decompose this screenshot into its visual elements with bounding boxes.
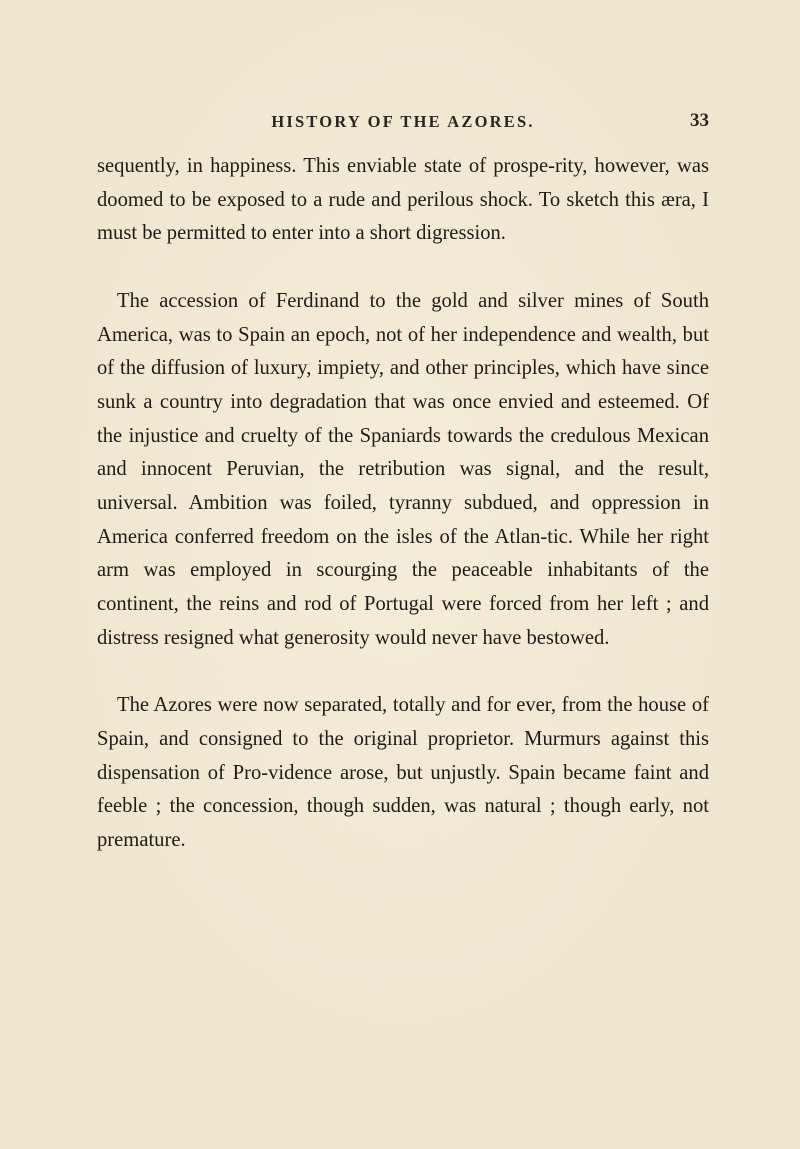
page-number: 33	[690, 110, 709, 131]
paragraph-2: The accession of Ferdinand to the gold and silver mines of South America, was to Spain an epoch, not of her independence and wealth, but of the diffusion of luxury, impiety, and other principles, which have since sunk a country into degradation that was once envied and esteemed. Of the injustice and cruelty of the Spaniards towards the credulous Mexican and innocent Peruvian, the retribution was signal, and the result, universal. Ambition was foiled, tyranny subdued, and oppression in America conferred freedom on the isles of the Atlan-tic. While her right arm was employed in scourging the peaceable inhabitants of the continent, the reins and rod of Portugal were forced from her left ; and distress resigned what generosity would never have bestowed.	[97, 289, 709, 649]
paragraph-3: The Azores were now separated, totally and for ever, from the house of Spain, and consigned to the original proprietor. Murmurs against this dispensation of Pro-vidence arose, but unjustly. Spain became faint and feeble ; the concession, though sudden, was natural ; though early, not premature.	[97, 694, 709, 852]
running-title: HISTORY OF THE AZORES.	[271, 112, 535, 131]
body-text	[97, 150, 709, 858]
paragraph-1: sequently, in happiness. This enviable state of prospe-rity, however, was doomed to be exposed to a rude and perilous shock. To sketch this æra, I must be permitted to enter into a short digression.	[97, 155, 709, 245]
running-head	[97, 112, 709, 142]
